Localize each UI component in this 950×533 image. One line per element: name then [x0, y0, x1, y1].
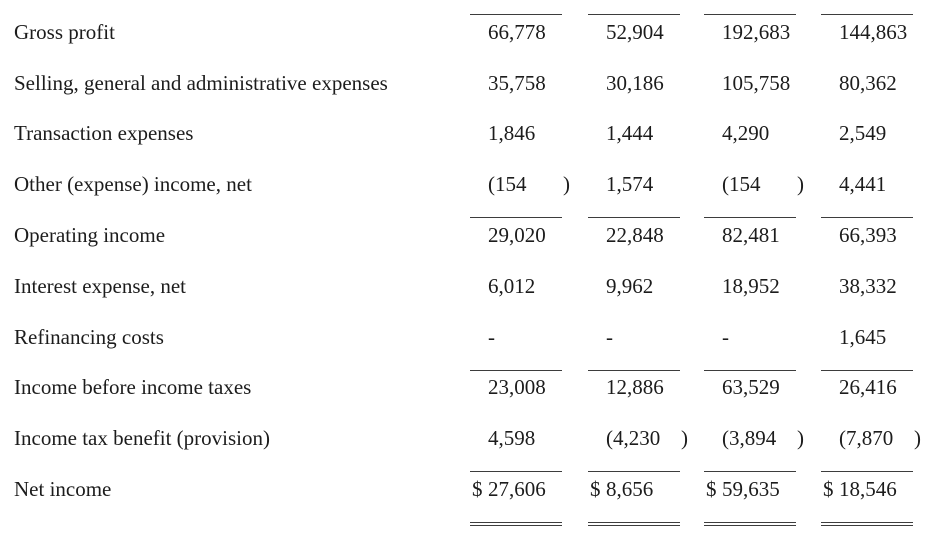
value-cell: [470, 413, 562, 464]
value-cell: [704, 109, 796, 160]
value-cell: [588, 312, 680, 363]
value-number: 30,186: [606, 70, 664, 95]
value-cell: [821, 159, 913, 210]
value-cell: [704, 464, 796, 515]
value-number: 4,290: [722, 121, 770, 146]
value-number: 4,598: [488, 426, 536, 451]
value-number: 8,656: [606, 477, 654, 502]
value-cell: [588, 261, 680, 312]
value-cell: [821, 109, 913, 160]
dollar-sign: $: [823, 477, 834, 502]
value-cell: [470, 261, 562, 312]
value-number: 22,848: [606, 223, 664, 248]
bottom-double-rule-row: [14, 515, 913, 533]
value-number: 52,904: [606, 19, 664, 44]
value-cell: [588, 159, 680, 210]
table-row: [14, 210, 913, 261]
table-row: [14, 464, 913, 515]
row-label: Refinancing costs: [14, 324, 164, 349]
value-cell: [704, 261, 796, 312]
value-cell: [821, 210, 913, 261]
value-cell: [470, 58, 562, 109]
double-rule: [821, 522, 913, 526]
value-number: 9,962: [606, 273, 654, 298]
table-row: [14, 7, 913, 58]
value-cell: [470, 464, 562, 515]
value-number: -: [488, 324, 495, 349]
value-cell: [704, 210, 796, 261]
row-label: Operating income: [14, 223, 166, 248]
value-number: 27,606: [488, 477, 546, 502]
value-cell: [470, 363, 562, 414]
value-cell: [821, 363, 913, 414]
row-label: Net income: [14, 477, 112, 502]
dollar-sign: $: [472, 477, 483, 502]
negative-value-open: (154: [722, 172, 761, 197]
row-label: Income tax benefit (provision): [14, 426, 270, 451]
value-number: 192,683: [722, 19, 791, 44]
value-cell: [704, 58, 796, 109]
value-number: -: [606, 324, 613, 349]
table-row: [14, 58, 913, 109]
table-row: [14, 413, 921, 464]
value-cell: [704, 312, 796, 363]
value-number: 82,481: [722, 223, 780, 248]
table-row: [14, 363, 913, 414]
value-number: 4,441: [839, 172, 887, 197]
value-number: 1,574: [606, 172, 654, 197]
value-number: 18,952: [722, 273, 780, 298]
negative-value-close-paren: ): [914, 426, 921, 451]
negative-value-close-paren: ): [797, 426, 804, 451]
value-number: 66,393: [839, 223, 897, 248]
value-cell: [588, 210, 680, 261]
income-statement-table: [14, 7, 921, 533]
value-cell: [588, 413, 688, 464]
value-cell: [821, 464, 913, 515]
value-cell: [704, 515, 796, 533]
value-cell: [588, 7, 680, 58]
value-cell: [704, 159, 804, 210]
row-label: Selling, general and administrative expenses: [14, 70, 388, 95]
value-cell: [470, 515, 562, 533]
value-cell: [588, 58, 680, 109]
table-row: [14, 109, 913, 160]
row-label: Gross profit: [14, 19, 115, 44]
double-rule: [704, 522, 796, 526]
value-cell: [704, 413, 804, 464]
double-rule: [588, 522, 680, 526]
row-label: Income before income taxes: [14, 375, 252, 400]
value-cell: [704, 363, 796, 414]
negative-value-close-paren: ): [797, 172, 804, 197]
value-number: 105,758: [722, 70, 791, 95]
value-number: 23,008: [488, 375, 546, 400]
double-rule: [470, 522, 562, 526]
row-label: [14, 515, 470, 533]
value-cell: [470, 159, 570, 210]
dollar-sign: $: [590, 477, 601, 502]
value-number: 12,886: [606, 375, 664, 400]
value-cell: [470, 210, 562, 261]
value-cell: [821, 413, 921, 464]
negative-value-open: (3,894: [722, 426, 777, 451]
value-number: 38,332: [839, 273, 897, 298]
value-number: 29,020: [488, 223, 546, 248]
value-number: 2,549: [839, 121, 887, 146]
table-row: [14, 312, 913, 363]
value-cell: [588, 464, 680, 515]
dollar-sign: $: [706, 477, 717, 502]
negative-value-close-paren: ): [563, 172, 570, 197]
value-number: 59,635: [722, 477, 780, 502]
negative-value-open: (154: [488, 172, 527, 197]
value-number: 80,362: [839, 70, 897, 95]
value-cell: [470, 7, 562, 58]
value-cell: [588, 109, 680, 160]
value-number: 144,863: [839, 19, 908, 44]
value-cell: [821, 312, 913, 363]
value-number: 1,846: [488, 121, 536, 146]
value-number: 66,778: [488, 19, 546, 44]
value-number: 6,012: [488, 273, 536, 298]
value-number: 35,758: [488, 70, 546, 95]
table-row: [14, 159, 913, 210]
row-label: Other (expense) income, net: [14, 172, 252, 197]
value-cell: [821, 261, 913, 312]
value-number: 26,416: [839, 375, 897, 400]
negative-value-close-paren: ): [681, 426, 688, 451]
table-row: [14, 261, 913, 312]
value-number: 1,645: [839, 324, 887, 349]
row-label: Interest expense, net: [14, 273, 187, 298]
value-cell: [470, 312, 562, 363]
value-number: -: [722, 324, 729, 349]
negative-value-open: (7,870: [839, 426, 894, 451]
value-cell: [588, 515, 680, 533]
value-number: 18,546: [839, 477, 897, 502]
value-cell: [821, 515, 913, 533]
value-number: 63,529: [722, 375, 780, 400]
row-label: Transaction expenses: [14, 121, 194, 146]
value-cell: [821, 58, 913, 109]
value-cell: [588, 363, 680, 414]
value-cell: [821, 7, 913, 58]
value-cell: [470, 109, 562, 160]
negative-value-open: (4,230: [606, 426, 661, 451]
value-number: 1,444: [606, 121, 654, 146]
value-cell: [704, 7, 796, 58]
